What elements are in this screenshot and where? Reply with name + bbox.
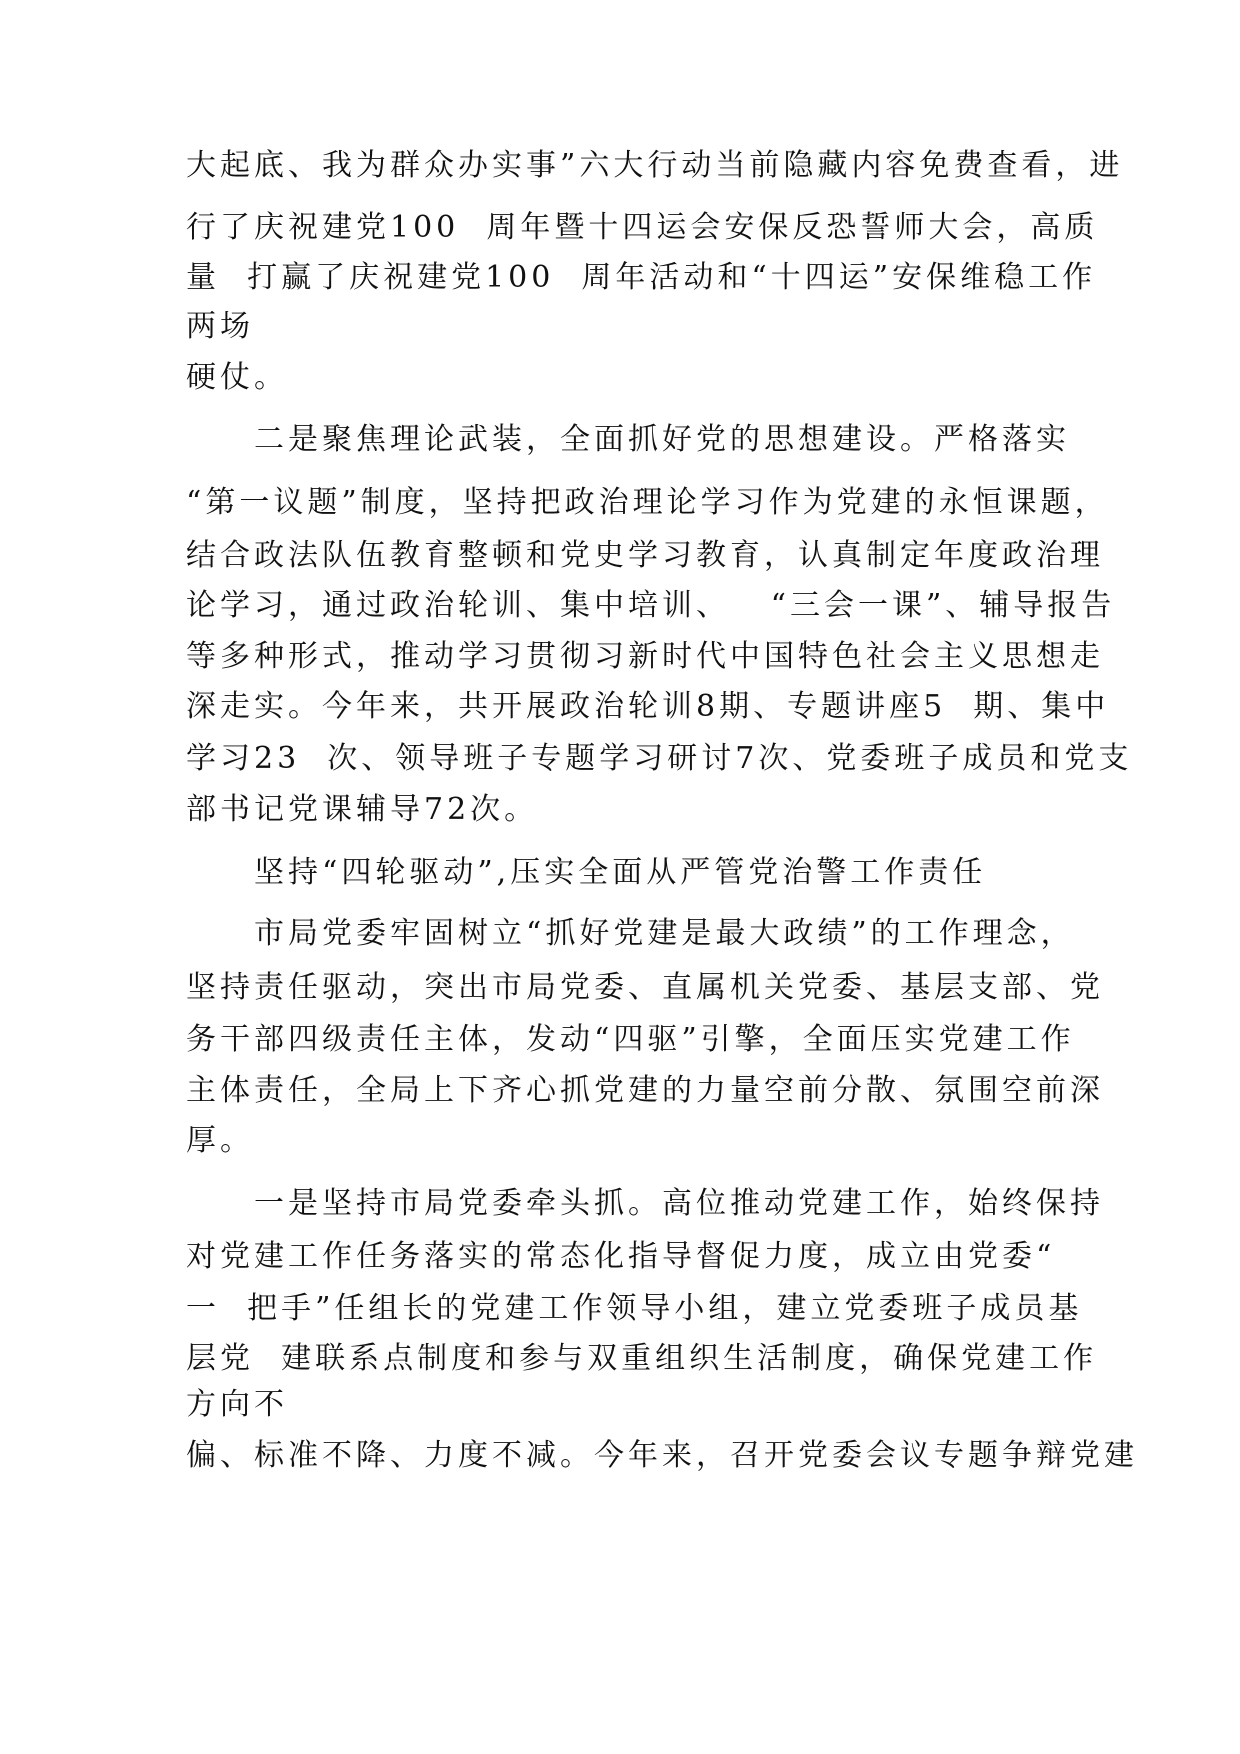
text-line: 厚。	[186, 1123, 254, 1158]
text-line: “第一议题”制度，坚持把政治理论学习作为党建的永恒课题，	[186, 485, 1109, 520]
text-line: 量 打赢了庆祝建党100 周年活动和“十四运”安保维稳工作	[186, 260, 1097, 295]
text-line: 方向不	[186, 1387, 288, 1422]
paragraph-first-line: 一是坚持市局党委牵头抓。高位推动党建工作，始终保持	[254, 1186, 1104, 1221]
paragraph-first-line: 二是聚焦理论武装，全面抓好党的思想建设。严格落实	[254, 422, 1070, 457]
text-line: 主体责任，全局上下齐心抓党建的力量空前分散、氛围空前深	[186, 1073, 1104, 1108]
paragraph-first-line: 市局党委牢固树立“抓好党建是最大政绩”的工作理念，	[254, 916, 1075, 951]
text-line: 等多种形式，推动学习贯彻习新时代中国特色社会主义思想走	[186, 639, 1104, 674]
text-line: 大起底、我为群众办实事”六大行动当前隐藏内容免费查看，进	[186, 148, 1124, 183]
text-line: 坚持责任驱动，突出市局党委、直属机关党委、基层支部、党	[186, 970, 1104, 1005]
text-line: 偏、标准不降、力度不减。今年来，召开党委会议专题争辩党建	[186, 1438, 1138, 1473]
text-line: 对党建工作任务落实的常态化指导督促力度，成立由党委“	[186, 1239, 1056, 1274]
text-line: 务干部四级责任主体，发动“四驱”引擎，全面压实党建工作	[186, 1022, 1075, 1057]
text-line: 硬仗。	[186, 360, 288, 395]
text-line: 行了庆祝建党100 周年暨十四运会安保反恐誓师大会，高质	[186, 210, 1099, 245]
text-line: 论学习，通过政治轮训、集中培训、 “三会一课”、辅导报告	[186, 588, 1116, 623]
text-line: 一 把手”任组长的党建工作领导小组，建立党委班子成员基	[186, 1291, 1083, 1326]
text-line: 部书记党课辅导72次。	[186, 792, 539, 827]
text-line: 深走实。今年来，共开展政治轮训8期、专题讲座5 期、集中	[186, 689, 1110, 724]
section-heading: 坚持“四轮驱动”,压实全面从严管党治警工作责任	[254, 855, 987, 890]
text-line: 学习23 次、领导班子专题学习研讨7次、党委班子成员和党支	[186, 741, 1133, 776]
text-line: 结合政法队伍教育整顿和党史学习教育，认真制定年度政治理	[186, 538, 1104, 573]
text-line: 层党 建联系点制度和参与双重组织生活制度，确保党建工作	[186, 1341, 1098, 1376]
text-line: 两场	[186, 309, 254, 344]
